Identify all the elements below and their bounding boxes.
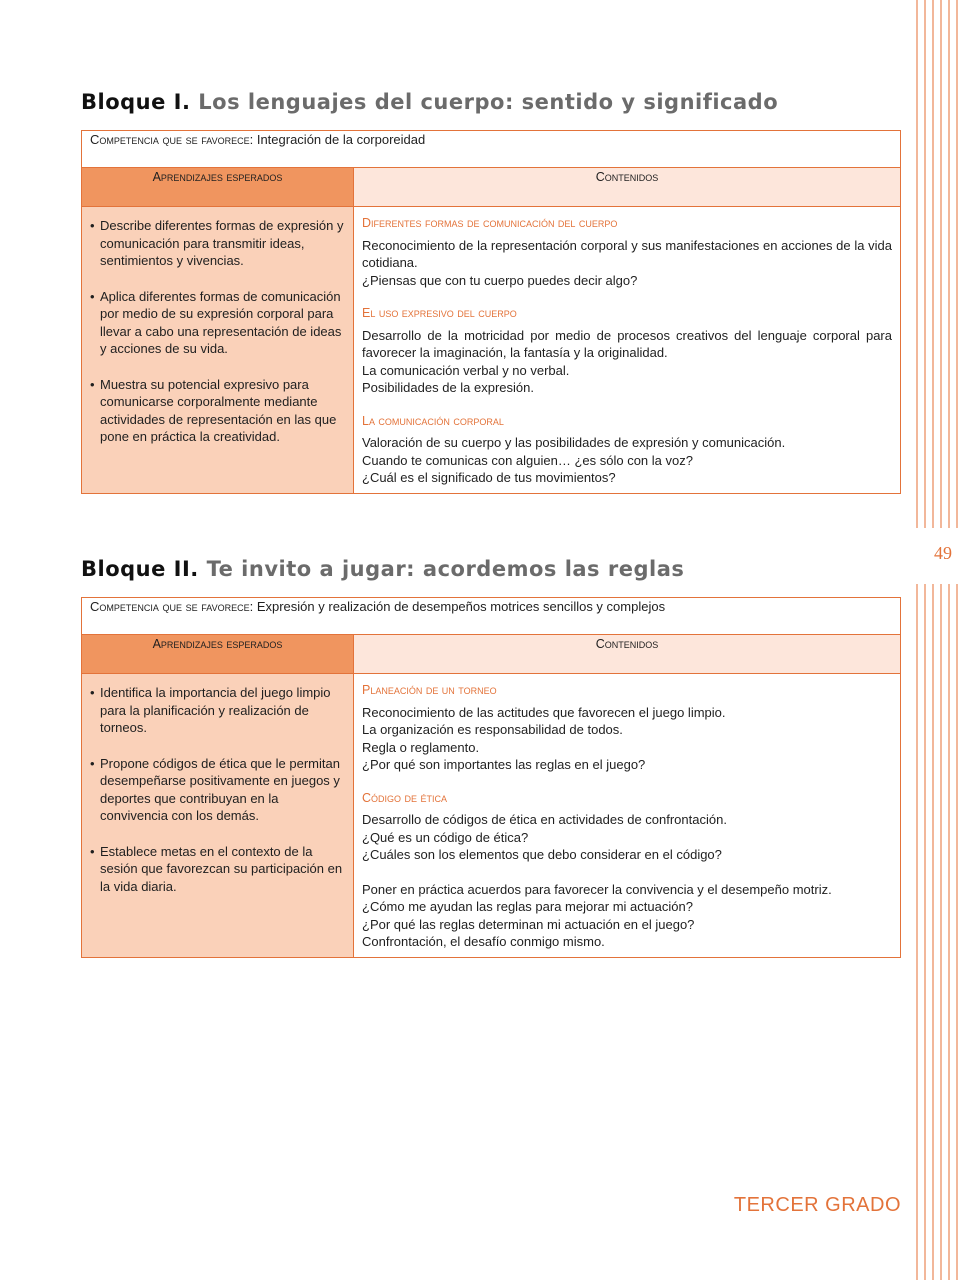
aprendizaje-item: • Aplica diferentes formas de comunicación por medio de su expresión corporal para llevar a cabo una representación de ideas y acciones de su vida. — [90, 288, 345, 358]
aprendizaje-item: • Describe diferentes formas de expresión y comunicación para transmitir ideas, sentimientos y vivencias. — [90, 217, 345, 270]
section-heading: Planeación de un torneo — [362, 683, 497, 697]
contenidos-cell — [354, 207, 901, 494]
content-line: La comunicación verbal y no verbal. — [362, 362, 570, 378]
content-line: La organización es responsabilidad de todos. — [362, 722, 623, 737]
content-line: Confrontación, el desafío conmigo mismo. — [362, 934, 605, 949]
block-title — [81, 557, 901, 581]
aprendizaje-item: • Establece metas en el contexto de la sesión que favorezcan su participación en la vida diaria. — [90, 843, 345, 896]
content-line: Reconocimiento de las actitudes que favorecen el juego limpio. — [362, 704, 726, 720]
content-line: ¿Piensas que con tu cuerpo puedes decir algo? — [362, 272, 638, 288]
content-line: ¿Cómo me ayudan las reglas para mejorar mi actuación? — [362, 899, 693, 914]
block-title — [81, 90, 901, 114]
plan-table — [81, 597, 901, 958]
aprendizajes-cell — [82, 674, 354, 958]
aprendizaje-item: • Propone códigos de ética que le permitan desempeñarse positivamente en juegos y deportes que contribuyan en la convivencia con los demás. — [90, 755, 345, 825]
block-label: Bloque II. — [81, 557, 199, 581]
content-line: Valoración de su cuerpo y las posibilidades de expresión y comunicación. — [362, 435, 786, 450]
footer-grade: TERCER GRADO — [733, 1194, 901, 1216]
aprendizajes-header: Aprendizajes esperados — [82, 635, 354, 674]
block-label: Bloque I. — [81, 90, 191, 114]
competencia-value: Integración de la corporeidad — [256, 132, 426, 147]
contenidos-header: Contenidos — [354, 635, 901, 674]
content-line: ¿Por qué las reglas determinan mi actuación en el juego? — [362, 916, 695, 932]
content-line: ¿Qué es un código de ética? — [362, 829, 529, 845]
contenidos-header: Contenidos — [354, 168, 901, 207]
content-line: Posibilidades de la expresión. — [362, 380, 534, 395]
plan-table — [81, 130, 901, 494]
aprendizajes-header: Aprendizajes esperados — [82, 168, 354, 207]
block-name: Los lenguajes del cuerpo: sentido y significado — [198, 90, 779, 114]
content-line: Poner en práctica acuerdos para favorecer la convivencia y el desempeño motriz. — [362, 881, 832, 897]
section-heading: El uso expresivo del cuerpo — [362, 306, 517, 320]
block-1 — [81, 90, 901, 494]
section-heading: Código de ética — [362, 790, 447, 805]
aprendizaje-item: • Muestra su potencial expresivo para comunicarse corporalmente mediante actividades de representación en las que pone en práctica la creatividad. — [90, 376, 345, 446]
content-line: ¿Cuáles son los elementos que debo considerar en el código? — [362, 847, 722, 862]
contenidos-cell — [354, 674, 901, 958]
block-name: Te invito a jugar: acordemos las reglas — [206, 557, 685, 581]
aprendizajes-cell — [82, 207, 354, 494]
aprendizaje-item: • Identifica la importancia del juego limpio para la planificación y realización de torneos. — [90, 684, 345, 737]
section-heading: Diferentes formas de comunicación del cuerpo — [362, 216, 618, 230]
section-heading: La comunicación corporal — [362, 413, 504, 428]
competencia-label: Competencia que se favorece: — [90, 132, 254, 147]
block-2 — [81, 557, 901, 958]
competencia-value: Expresión y realización de desempeños motrices sencillos y complejos — [256, 599, 666, 614]
competencia-label: Competencia que se favorece: — [90, 599, 254, 614]
content-line: Desarrollo de códigos de ética en actividades de confrontación. — [362, 812, 727, 827]
content-line: Cuando te comunicas con alguien… ¿es sólo con la voz? — [362, 452, 693, 468]
content-line: Desarrollo de la motricidad por medio de procesos creativos del lenguaje corporal para favorecer la imaginación, la fantasía y la originalidad. — [362, 327, 892, 360]
page-number: 49 — [926, 543, 960, 564]
competencia-row — [82, 598, 901, 635]
decorative-stripes — [912, 0, 972, 1280]
content-line: ¿Cuál es el significado de tus movimientos? — [362, 470, 616, 485]
competencia-row — [82, 131, 901, 168]
content-line: Reconocimiento de la representación corporal y sus manifestaciones en acciones de la vida cotidiana. — [362, 237, 892, 270]
content-line: Regla o reglamento. — [362, 739, 480, 755]
content-line: ¿Por qué son importantes las reglas en el juego? — [362, 757, 646, 772]
